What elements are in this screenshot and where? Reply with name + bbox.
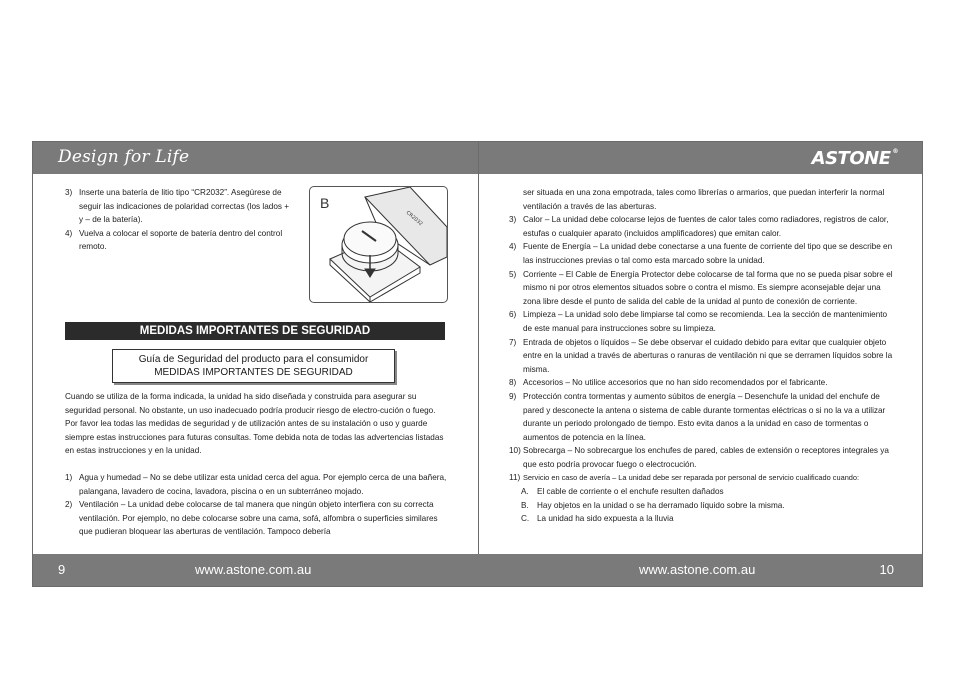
item-number: 6) bbox=[509, 310, 517, 320]
item-text: Fuente de Energía – La unidad debe conectarse a una fuente de corriente del tipo que se describe en las instrucciones previas o tal como esta marcado sobre la unidad. bbox=[523, 242, 893, 265]
remote-battery-drawing bbox=[310, 187, 447, 302]
sub-item-text: La unidad ha sido expuesta a la lluvia bbox=[537, 514, 674, 524]
battery-step bbox=[65, 186, 295, 227]
item-text: Corriente – El Cable de Energía Protector debe colocarse de tal forma que no se pueda pisar sobre el mismo ni por otros elementos situados sobre o contra el mismo. Es siempre aconsejable dejar una zona libre desde el punto de salida del cable de la unidad al punto de conexión de corriente. bbox=[523, 269, 893, 306]
battery-model-text: CR2032 bbox=[404, 209, 424, 228]
safety-guide-box bbox=[112, 349, 395, 383]
left-safety-list bbox=[65, 471, 447, 539]
step-number: 4) bbox=[65, 228, 73, 238]
item-text: Servicio en caso de avería – La unidad debe ser reparada por personal de servicio cualificado cuando: bbox=[523, 473, 860, 483]
list-item bbox=[509, 444, 893, 471]
logo-text: ASTONE bbox=[811, 148, 891, 169]
item-text: Agua y humedad – No se debe utilizar esta unidad cerca del agua. Por ejemplo cerca de una bañera, palangana, lavadero de cocina, lavadora, piscina o en un subterráneo mojado. bbox=[79, 473, 447, 496]
list-item bbox=[509, 376, 893, 390]
list-item bbox=[509, 390, 893, 444]
item-text: Sobrecarga – No sobrecargue los enchufes de pared, cables de extensión o receptores integrales ya que esto podría provocar fuego o electrocución. bbox=[523, 446, 889, 469]
list-item bbox=[509, 268, 893, 309]
item-text: Entrada de objetos o líquidos – Se debe observar el cuidado debido para evitar que cualquier objeto entre en la unidad a través de aberturas o ranuras de ventilación ni que se derramen líquidos sobre la misma. bbox=[523, 337, 893, 374]
intro-paragraph: Cuando se utiliza de la forma indicada, la unidad ha sido diseñada y construida para asegurar su seguridad personal. No obstante, un uso inadecuado podría producir riesgo de electro-cución o fuego. Por favor lea todas las medidas de seguridad y de utilización antes de su instalación o uso y guarde siempre estas instrucciones para futuras consultas. Tome debida nota de todas las advertencias listadas en estas instrucciones y en la unidad. bbox=[65, 392, 444, 456]
step-text: Inserte una batería de litio tipo “CR2032”. Asegúrese de seguir las indicaciones de polaridad correctas (los lados + y – de la batería). bbox=[79, 188, 290, 225]
battery-steps bbox=[65, 186, 295, 254]
list-item bbox=[65, 471, 447, 498]
item-number: 11) bbox=[509, 473, 521, 483]
guide-line-2: MEDIDAS IMPORTANTES DE SEGURIDAD bbox=[154, 367, 353, 378]
section-title: MEDIDAS IMPORTANTES DE SEGURIDAD bbox=[65, 322, 445, 340]
item-number: 4) bbox=[509, 242, 517, 252]
figure-label: B bbox=[320, 195, 330, 211]
sub-item-text: El cable de corriente o el enchufe resulten dañados bbox=[537, 487, 724, 497]
item-text: Calor – La unidad debe colocarse lejos de fuentes de calor tales como radiadores, registros de calor, estufas o cualquier aparato (incluidos amplificadores) que emitan calor. bbox=[523, 215, 889, 238]
item-text: Protección contra tormentas y aumento súbitos de energía – Desenchufe la unidad del enchufe de pared y desconecte la antena o sistema de cable durante tormentas eléctricas o si no la va a utilizar durante un periodo prolongado de tiempo. Esto evita danos a la unidad en caso de tormentas o aumentos de potencia en la línea. bbox=[523, 391, 886, 442]
website-link-right[interactable]: www.astone.com.au bbox=[639, 562, 756, 577]
item-number: 7) bbox=[509, 337, 517, 347]
step-number: 3) bbox=[65, 188, 73, 197]
website-link-left[interactable]: www.astone.com.au bbox=[195, 562, 312, 577]
item-text: Ventilación – La unidad debe colocarse de tal manera que ningún objeto interfiera con su correcta ventilación. Por ejemplo, no debe colocarse sobre una cama, sofá, alfombra o superficies similares que pudieran bloquear las aberturas de ventilación. Tampoco debería bbox=[79, 500, 438, 537]
sub-list-item bbox=[509, 512, 893, 526]
sub-list-item bbox=[509, 485, 893, 499]
item-text: Accesorios – No utilice accesorios que no han sido recomendados por el fabricante. bbox=[523, 378, 828, 388]
sub-item-letter: A. bbox=[521, 487, 529, 497]
list-item bbox=[509, 471, 893, 485]
item-number: 1) bbox=[65, 473, 73, 482]
item-number: 2) bbox=[65, 500, 73, 510]
item-text: Limpieza – La unidad solo debe limpiarse tal como se recomienda. Lea la sección de mantenimiento de este manual para instrucciones sobre su limpieza. bbox=[523, 310, 888, 333]
continued-text: ser situada en una zona empotrada, tales como librerías o armarios, que puedan interferir la normal ventilación a través de las aberturas. bbox=[523, 188, 885, 211]
page-number-left: 9 bbox=[58, 562, 66, 577]
list-item bbox=[65, 498, 447, 539]
battery-illustration bbox=[309, 186, 448, 303]
item-number: 8) bbox=[509, 378, 517, 388]
list-item bbox=[509, 308, 893, 335]
astone-logo bbox=[812, 148, 898, 169]
item-number: 5) bbox=[509, 269, 517, 279]
footer-bar bbox=[33, 554, 922, 586]
page-number-right: 10 bbox=[879, 562, 894, 577]
list-item bbox=[509, 240, 893, 267]
battery-step bbox=[65, 227, 295, 254]
guide-line-1: Guía de Seguridad del producto para el consumidor bbox=[138, 354, 369, 365]
item-number: 10) bbox=[509, 446, 521, 456]
registered-mark: ® bbox=[892, 148, 898, 155]
list-item bbox=[509, 336, 893, 377]
page-divider bbox=[478, 142, 479, 586]
tagline: Design for Life bbox=[58, 147, 190, 167]
sub-item-letter: C. bbox=[521, 514, 530, 524]
step-text: Vuelva a colocar el soporte de batería dentro del control remoto. bbox=[79, 228, 283, 252]
right-safety-list bbox=[509, 186, 893, 526]
list-item bbox=[509, 213, 893, 240]
sub-item-letter: B. bbox=[521, 500, 529, 510]
manual-spread bbox=[32, 141, 923, 587]
item-number: 3) bbox=[509, 215, 517, 225]
item-number: 9) bbox=[509, 391, 517, 401]
sub-item-text: Hay objetos en la unidad o se ha derramado líquido sobre la misma. bbox=[537, 500, 785, 510]
sub-list-item bbox=[509, 499, 893, 513]
